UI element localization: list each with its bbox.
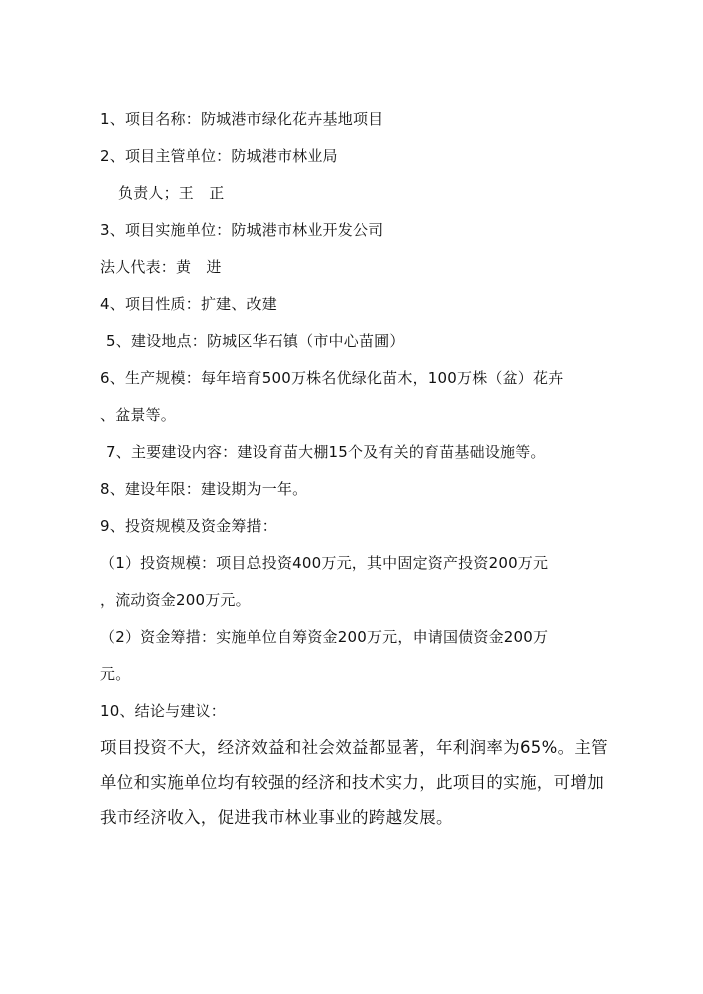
item-implementing-unit: 3、项目实施单位：防城港市林业开发公司 (100, 221, 384, 239)
item-fund-raising: （2）资金筹措：实施单位自筹资金200万元，申请国债资金200万 (100, 628, 549, 646)
item-fund-raising-cont: 元。 (100, 665, 131, 683)
item-supervising-unit: 2、项目主管单位：防城港市林业局 (100, 147, 338, 165)
item-investment-scale: （1）投资规模：项目总投资400万元，其中固定资产投资200万元 (100, 554, 549, 572)
conclusion-line-1: 项目投资不大，经济效益和社会效益都显著，年利润率为65%。主管 (100, 738, 608, 757)
item-legal-representative: 法人代表：黄 进 (100, 258, 222, 276)
item-construction-content: 7、主要建设内容：建设育苗大棚15个及有关的育苗基础设施等。 (106, 443, 546, 461)
item-conclusion-heading: 10、结论与建议： (100, 702, 226, 720)
conclusion-line-3: 我市经济收入，促进我市林业事业的跨越发展。 (100, 808, 453, 827)
item-investment-scale-cont: ，流动资金200万元。 (100, 591, 251, 609)
conclusion-line-2: 单位和实施单位均有较强的经济和技术实力，此项目的实施，可增加 (100, 773, 604, 792)
item-production-scale: 6、生产规模：每年培育500万株名优绿化苗木，100万株（盆）花卉 (100, 369, 564, 387)
item-construction-period: 8、建设年限：建设期为一年。 (100, 480, 308, 498)
item-production-scale-cont: 、盆景等。 (100, 406, 177, 424)
item-project-nature: 4、项目性质：扩建、改建 (100, 295, 277, 313)
item-project-name: 1、项目名称：防城港市绿化花卉基地项目 (100, 110, 384, 128)
item-responsible-person: 负责人；王 正 (118, 184, 225, 202)
item-investment-heading: 9、投资规模及资金筹措： (100, 517, 277, 535)
item-location: 5、建设地点：防城区华石镇（市中心苗圃） (106, 332, 405, 350)
